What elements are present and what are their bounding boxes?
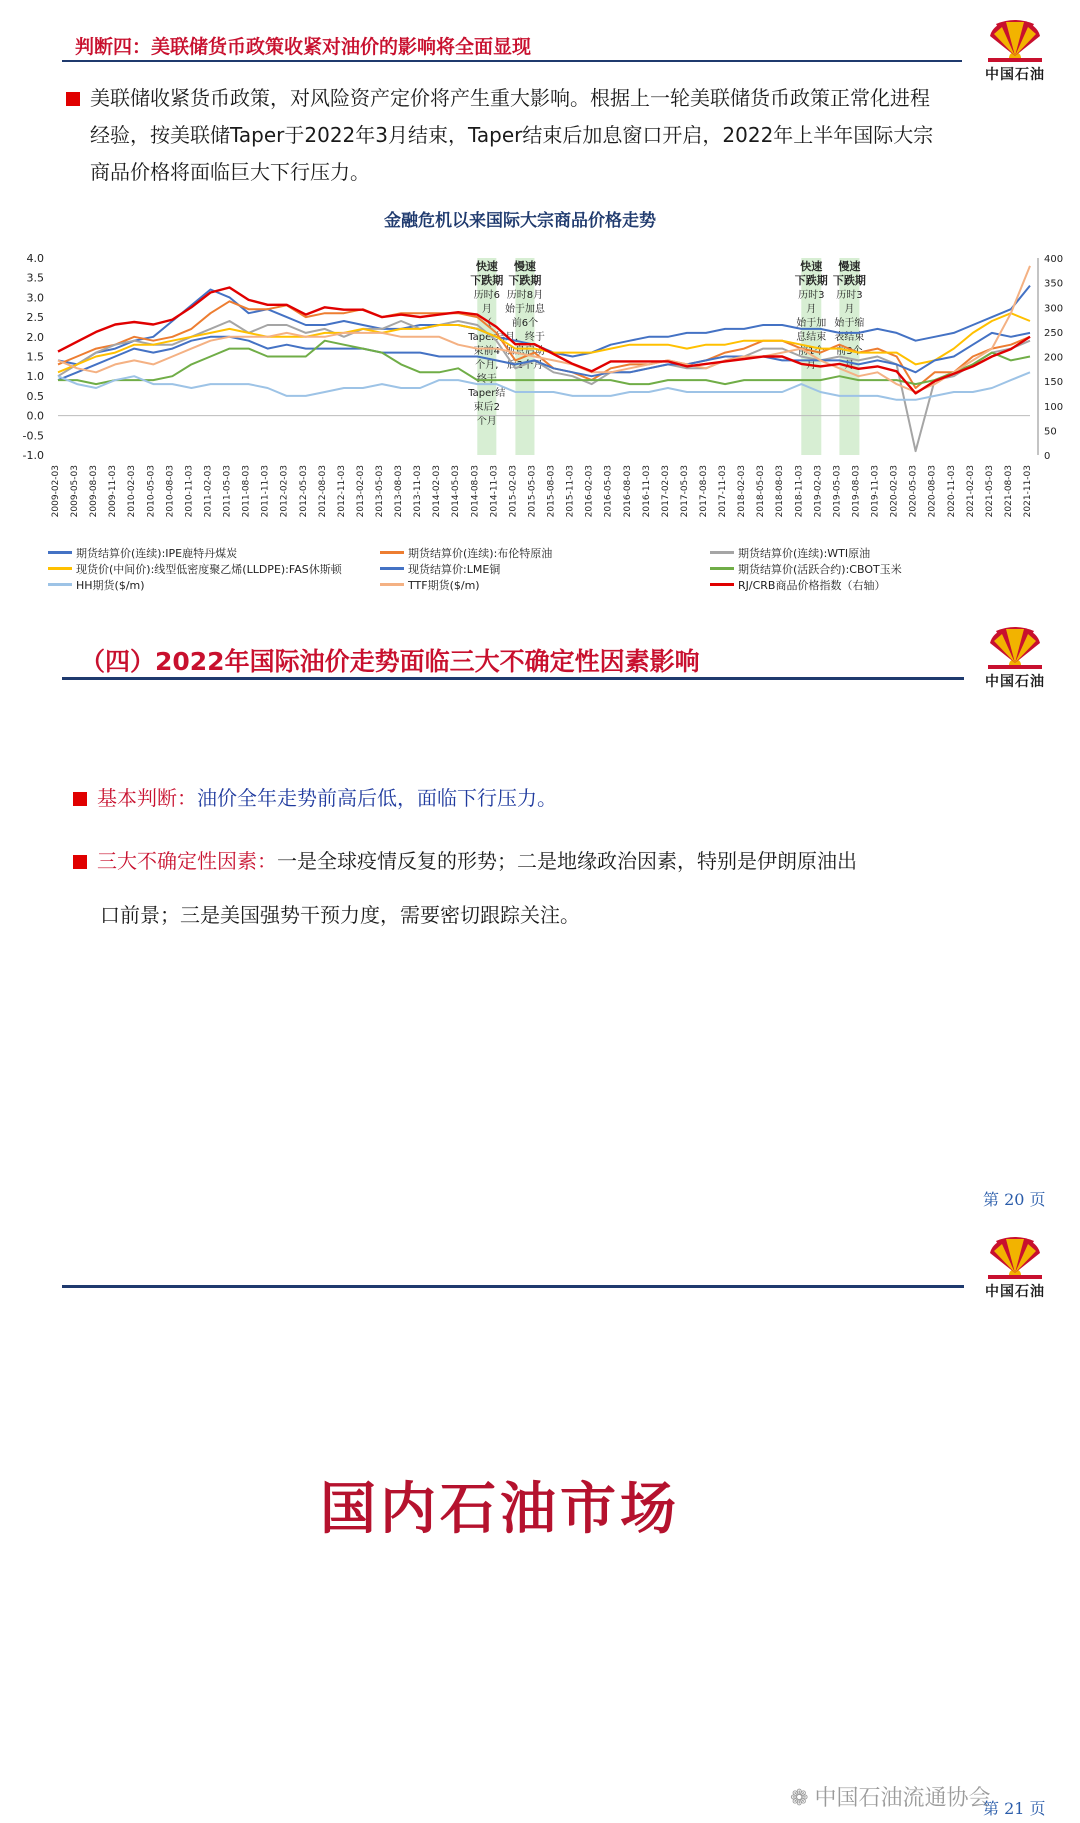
shaded-period-label: 束前4 (473, 346, 501, 357)
legend-swatch (48, 551, 72, 554)
x-tick-label: 2013-02-03 (355, 465, 366, 518)
basic-judgment-label: 基本判断： (97, 786, 197, 810)
shaded-period-label: 历时6 (473, 290, 501, 301)
x-tick-label: 2017-08-03 (699, 465, 709, 518)
x-tick-label: 2013-11-03 (413, 465, 424, 518)
y-tick-label: 0.0 (26, 409, 44, 423)
shaded-period-label: 历时8月 (506, 290, 544, 301)
legend-swatch (48, 583, 72, 586)
x-tick-label: 2010-11-03 (184, 465, 195, 518)
section1-title: 判断四：美联储货币政策收紧对油价的影响将全面显现 (75, 36, 532, 58)
legend-entry (380, 561, 500, 577)
shaded-period-label: 月 (844, 304, 855, 315)
x-tick-label: 2018-05-03 (756, 465, 767, 518)
x-tick-label: 2019-02-03 (813, 465, 824, 518)
legend-label: 期货结算价(连续):WTI原油 (738, 547, 871, 560)
x-tick-label: 2009-05-03 (70, 465, 81, 518)
y-tick-label: 4.0 (26, 252, 44, 265)
x-tick-label: 2015-05-03 (527, 465, 538, 518)
y2-tick-label: 250 (1044, 327, 1064, 339)
x-tick-label: 2011-11-03 (260, 465, 271, 518)
shaded-period-label: 前3个 (836, 346, 863, 357)
legend-label: 现货结算价:LME铜 (408, 563, 501, 576)
y-tick-label: -1.0 (22, 449, 44, 462)
y2-tick-label: 0 (1044, 451, 1051, 462)
x-tick-label: 2012-08-03 (317, 465, 328, 518)
x-tick-label: 2009-11-03 (108, 465, 119, 518)
shaded-period-label: 后2个月 (506, 360, 544, 371)
wechat-watermark (790, 1781, 990, 1812)
shaded-period-label: 快速 (800, 260, 823, 273)
x-tick-label: 2016-05-03 (603, 465, 614, 518)
legend-label: RJ/CRB商品价格指数（右轴） (738, 579, 886, 592)
x-tick-label: 2015-08-03 (546, 465, 557, 518)
y-tick-label: 0.5 (26, 389, 44, 403)
x-tick-label: 2017-11-03 (718, 465, 729, 518)
shaded-period-label: 始于加息 (504, 304, 545, 315)
legend-entry (710, 561, 902, 577)
x-tick-label: 2012-05-03 (298, 465, 309, 518)
section2-title: （四）2022年国际油价走势面临三大不确定性因素影响 (80, 647, 700, 676)
x-tick-label: 2021-11-03 (1023, 465, 1033, 518)
x-tick-label: 2021-02-03 (965, 464, 976, 518)
x-tick-label: 2019-05-03 (832, 465, 843, 518)
petrochina-emblem-icon (988, 625, 1042, 669)
section3-title: 国内石油市场 (320, 1477, 680, 1542)
legend-entry (48, 561, 342, 577)
x-tick-label: 2010-08-03 (165, 465, 176, 518)
logo-text: 中国石油 (985, 67, 1045, 83)
legend-label: 现货价(中间价):线型低密度聚乙烯(LLDPE):FAS休斯顿 (76, 563, 342, 576)
legend-entry (48, 577, 145, 593)
legend-label: 期货结算价(活跃合约):CBOT玉米 (738, 563, 902, 576)
wechat-icon: ❁ (790, 1786, 809, 1811)
legend-entry (380, 545, 552, 561)
x-tick-label: 2018-08-03 (775, 465, 786, 518)
bullet-square-icon (73, 792, 87, 806)
shaded-period-label: 月，终于 (504, 332, 545, 343)
para-line-2: 经验，按美联储Taper于2022年3月结束，Taper结束后加息窗口开启，2022年上半年国际大宗 (90, 123, 934, 147)
x-tick-label: 2016-02-03 (584, 465, 595, 518)
page-number-20: 第 20 页 (983, 1190, 1046, 1209)
y2-tick-label: 200 (1044, 352, 1064, 364)
bullet-square-icon (66, 92, 80, 106)
y-tick-label: 2.5 (26, 311, 44, 325)
shaded-period-label: 表结束 (834, 332, 865, 343)
x-tick-label: 2018-11-03 (794, 465, 805, 518)
shaded-period-label: 慢速 (513, 260, 536, 273)
shaded-period-label: 终于 (476, 374, 497, 385)
legend-swatch (710, 551, 734, 554)
petrochina-logo (980, 1235, 1050, 1301)
shaded-period-label: 月 (806, 304, 817, 315)
x-tick-label: 2018-02-03 (737, 465, 748, 518)
legend-entry (380, 577, 480, 593)
shaded-period-label: Taper结 (468, 332, 506, 343)
legend-swatch (710, 583, 734, 586)
bullet-square-icon (73, 855, 87, 869)
x-tick-label: 2010-02-03 (127, 465, 138, 518)
legend-swatch (48, 567, 72, 570)
shaded-period-label: 月 (844, 360, 855, 371)
x-tick-label: 2017-05-03 (679, 465, 690, 518)
shaded-period-label: 慢速 (838, 260, 861, 273)
y-tick-label: 2.0 (26, 330, 44, 344)
shaded-period-label: 个月, (475, 360, 499, 371)
x-tick-label: 2019-08-03 (851, 465, 862, 518)
x-tick-label: 2013-08-03 (394, 465, 405, 518)
y-tick-label: -0.5 (22, 429, 44, 443)
uncertainty-text-line1: 一是全球疫情反复的形势；二是地缘政治因素，特别是伊朗原油出 (277, 849, 857, 873)
x-tick-label: 2020-11-03 (946, 465, 957, 518)
shaded-period-label: 下跌期 (508, 274, 542, 287)
petrochina-logo (980, 18, 1050, 84)
x-tick-label: 2015-02-03 (508, 465, 519, 518)
x-tick-label: 2015-11-03 (565, 465, 576, 518)
chart-legend (0, 545, 1080, 595)
x-tick-label: 2013-05-03 (375, 465, 385, 518)
y2-tick-label: 400 (1044, 254, 1064, 265)
y2-tick-label: 150 (1044, 377, 1064, 389)
shaded-period-label: 历时3 (836, 290, 863, 301)
uncertainty-label: 三大不确定性因素： (97, 849, 277, 873)
x-tick-label: 2017-02-03 (660, 465, 671, 518)
petrochina-logo (980, 625, 1050, 691)
para-line-3: 商品价格将面临巨大下行压力。 (90, 160, 370, 184)
shaded-period-label: Taper结 (468, 388, 506, 399)
legend-swatch (380, 567, 404, 570)
shaded-period-label: 始于缩 (834, 318, 865, 329)
para-line-1: 美联储收紧货币政策，对风险资产定价将产生重大影响。根据上一轮美联储货币政策正常化进程 (90, 86, 930, 110)
petrochina-emblem-icon (988, 18, 1042, 62)
legend-swatch (380, 583, 404, 586)
x-tick-label: 2020-05-03 (908, 465, 919, 518)
shaded-period-label: 历时3 (798, 290, 825, 301)
y-tick-label: 1.0 (26, 370, 44, 384)
shaded-period-label: 月 (806, 360, 817, 371)
series-line-8 (58, 266, 1030, 392)
shaded-period-label: 下跌期 (794, 274, 828, 287)
x-tick-label: 2011-02-03 (203, 465, 214, 518)
legend-swatch (380, 551, 404, 554)
logo-text: 中国石油 (985, 1284, 1045, 1300)
watermark-text: 中国石油流通协会 (814, 1786, 991, 1811)
x-tick-label: 2021-08-03 (1003, 465, 1014, 518)
legend-entry (710, 577, 885, 593)
x-tick-label: 2011-08-03 (241, 465, 252, 518)
x-tick-label: 2014-11-03 (489, 464, 500, 518)
x-tick-label: 2016-08-03 (622, 465, 633, 518)
uncertainty-item (73, 834, 993, 942)
y2-tick-label: 350 (1044, 278, 1064, 290)
shaded-period-label: 月 (481, 304, 492, 315)
y-tick-label: 1.5 (26, 350, 44, 364)
legend-label: 期货结算价(连续):布伦特原油 (408, 547, 553, 560)
x-tick-label: 2012-11-03 (336, 465, 347, 518)
shaded-period-label: 息结束 (796, 332, 827, 343)
legend-label: 期货结算价(连续):IPE鹿特丹煤炭 (76, 547, 238, 560)
basic-judgment-item (73, 780, 973, 817)
section1-title-underline (62, 60, 962, 62)
basic-judgment-text: 油价全年走势前高后低，面临下行压力。 (197, 786, 557, 810)
x-tick-label: 2014-02-03 (432, 465, 443, 518)
x-tick-label: 2021-05-03 (984, 465, 995, 518)
x-tick-label: 2014-08-03 (470, 465, 481, 518)
shaded-period-label: 下跌期 (470, 274, 504, 287)
page-number-21: 第 21 页 (983, 1799, 1046, 1818)
y-tick-label: 3.0 (26, 291, 44, 305)
y-tick-label: 3.5 (26, 271, 44, 285)
legend-entry (48, 545, 237, 561)
chart-title: 金融危机以来国际大宗商品价格走势 (384, 211, 656, 231)
x-tick-label: 2009-02-03 (51, 465, 61, 518)
legend-label: TTF期货($/m) (408, 579, 480, 592)
legend-entry (710, 545, 870, 561)
x-tick-label: 2014-05-03 (451, 465, 462, 518)
shaded-period-label: 前6个 (511, 318, 539, 329)
shaded-period-label: 束后2 (473, 402, 501, 413)
section3-top-rule (62, 1285, 964, 1288)
shaded-period-label: 始于加 (796, 318, 827, 329)
shaded-period-label: 加息启动 (504, 346, 545, 357)
section2-title-underline (62, 677, 964, 680)
y2-tick-label: 100 (1044, 401, 1064, 413)
petrochina-emblem-icon (988, 1235, 1042, 1279)
x-tick-label: 2020-08-03 (927, 465, 938, 518)
shaded-period-label: 前1个 (798, 346, 825, 357)
legend-swatch (710, 567, 734, 570)
x-tick-label: 2020-02-03 (889, 465, 900, 518)
section1-paragraph (66, 80, 966, 191)
uncertainty-text-line2: 口前景；三是美国强势干预力度，需要密切跟踪关注。 (100, 903, 580, 927)
x-tick-label: 2010-05-03 (146, 465, 157, 518)
shaded-period-label: （ (481, 318, 492, 329)
logo-text: 中国石油 (985, 674, 1045, 690)
y2-tick-label: 300 (1044, 303, 1064, 315)
x-tick-label: 2016-11-03 (641, 465, 652, 518)
legend-label: HH期货($/m) (76, 579, 145, 592)
x-tick-label: 2012-02-03 (279, 465, 290, 518)
x-tick-label: 2019-11-03 (870, 465, 881, 518)
shaded-period-label: 快速 (475, 260, 498, 273)
y2-tick-label: 50 (1044, 426, 1057, 438)
x-tick-label: 2011-05-03 (222, 465, 233, 518)
shaded-period-label: 个月 (476, 416, 497, 427)
shaded-period-label: 下跌期 (832, 274, 866, 287)
x-tick-label: 2009-08-03 (89, 465, 100, 518)
